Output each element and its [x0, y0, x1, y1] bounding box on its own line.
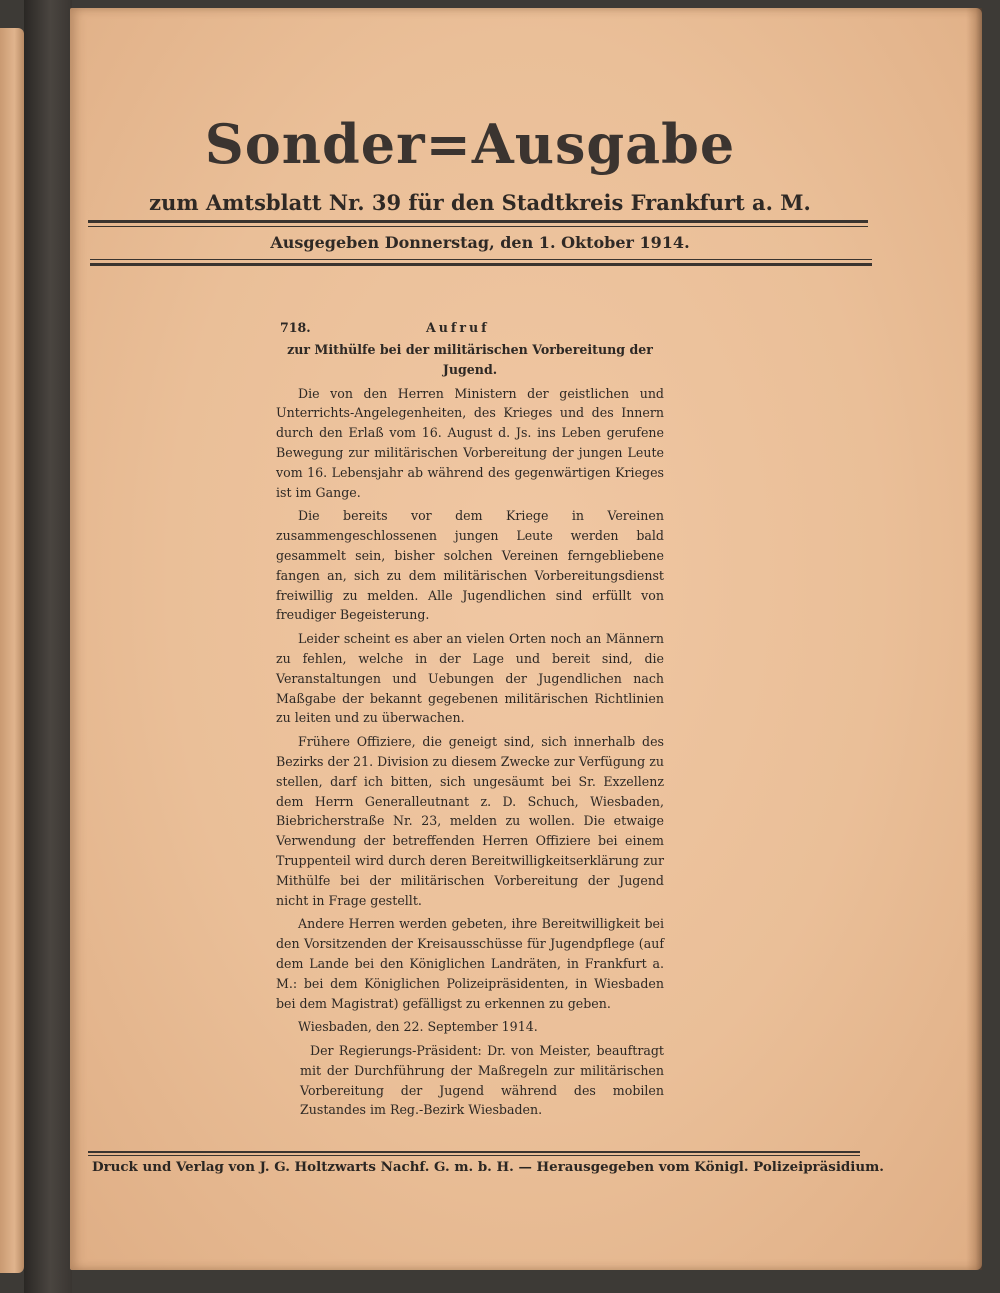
- header-rule-thick: [88, 220, 868, 223]
- page-edge-shadow: [966, 8, 982, 1270]
- article-number: 718.: [280, 320, 311, 335]
- paragraph: Die bereits vor dem Kriege in Vereinen zusammengeschlossenen jungen Leute werden bald gesammelt sein, bisher solchen Vereinen ferngebliebene fangen an, sich zu dem militärischen Vorbereitungsdienst freiwillig zu melden. Alle Jugendlichen sind erfüllt von freudiger Begeisterung.: [276, 508, 664, 623]
- paragraph: Andere Herren werden gebeten, ihre Bereitwilligkeit bei den Vorsitzenden der Kreisausschüsse für Jugendpflege (auf dem Lande bei den Königlichen Landräten, in Frankfurt a. M.: bei dem Königlichen Polizeipräsidenten, in Wiesbaden bei dem Magistrat) gefälligst zu erkennen zu geben.: [276, 916, 664, 1011]
- issue-date: Ausgegeben Donnerstag, den 1. Oktober 1914.: [270, 233, 690, 252]
- date-rule-thin: [90, 259, 872, 260]
- date-rule-thick: [90, 263, 872, 266]
- page-subtitle: zum Amtsblatt Nr. 39 für den Stadtkreis Frankfurt a. M.: [149, 190, 811, 215]
- paragraph: Die von den Herren Ministern der geistlichen und Unterrichts-Angelegenheiten, des Krieges und des Innern durch den Erlaß vom 16. August d. Js. ins Leben gerufene Bewegung zur militärischen Vorbereitung der jungen Leute vom 16. Lebensjahr ab während des gegenwärtigen Krieges ist im Gange.: [276, 385, 664, 500]
- page-title: Sonder=Ausgabe: [204, 112, 736, 176]
- paragraph: Frühere Offiziere, die geneigt sind, sich innerhalb des Bezirks der 21. Division zu diesem Zwecke zur Verfügung zu stellen, darf ich bitten, sich ungesäumt bei Sr. Exzellenz dem Herrn Generalleutnant z. D. Schuch, Wiesbaden, Biebricherstraße Nr. 23, melden zu wollen. Die etwaige Verwendung der betreffenden Herren Offiziere bei einem Truppenteil wird durch deren Bereitwilligkeitserklärung zur Mithülfe bei der militärischen Vorbereitung der Jugend nicht in Frage gestellt.: [276, 734, 664, 908]
- article-subheading: zur Mithülfe bei der militärischen Vorbereitung der Jugend.: [287, 342, 653, 377]
- footer-rule-thin: [88, 1155, 860, 1156]
- article-heading: Aufruf: [426, 320, 490, 335]
- article-header: [276, 318, 664, 338]
- place-date: Wiesbaden, den 22. September 1914.: [298, 1019, 538, 1035]
- paragraph: Leider scheint es aber an vielen Orten noch an Männern zu fehlen, welche in der Lage und bereit sind, die Veranstaltungen und Uebungen der Jugendlichen nach Maßgabe der bekannt gegebenen militärischen Richtlinien zu leiten und zu überwachen.: [276, 631, 664, 726]
- footer-rule-thick: [88, 1151, 860, 1153]
- footer-imprint: Druck und Verlag von J. G. Holtzwarts Nachf. G. m. b. H. — Herausgegeben vom Königl. Polizeipräsidium.: [92, 1159, 884, 1175]
- signature: Der Regierungs-Präsident: Dr. von Meister, beauftragt mit der Durchführung der Maßregeln zur militärischen Vorbereitung der Jugend während des mobilen Zustandes im Reg.-Bezirk Wiesbaden.: [300, 1043, 664, 1118]
- article: [276, 318, 664, 1120]
- header-rule-thin: [88, 226, 868, 227]
